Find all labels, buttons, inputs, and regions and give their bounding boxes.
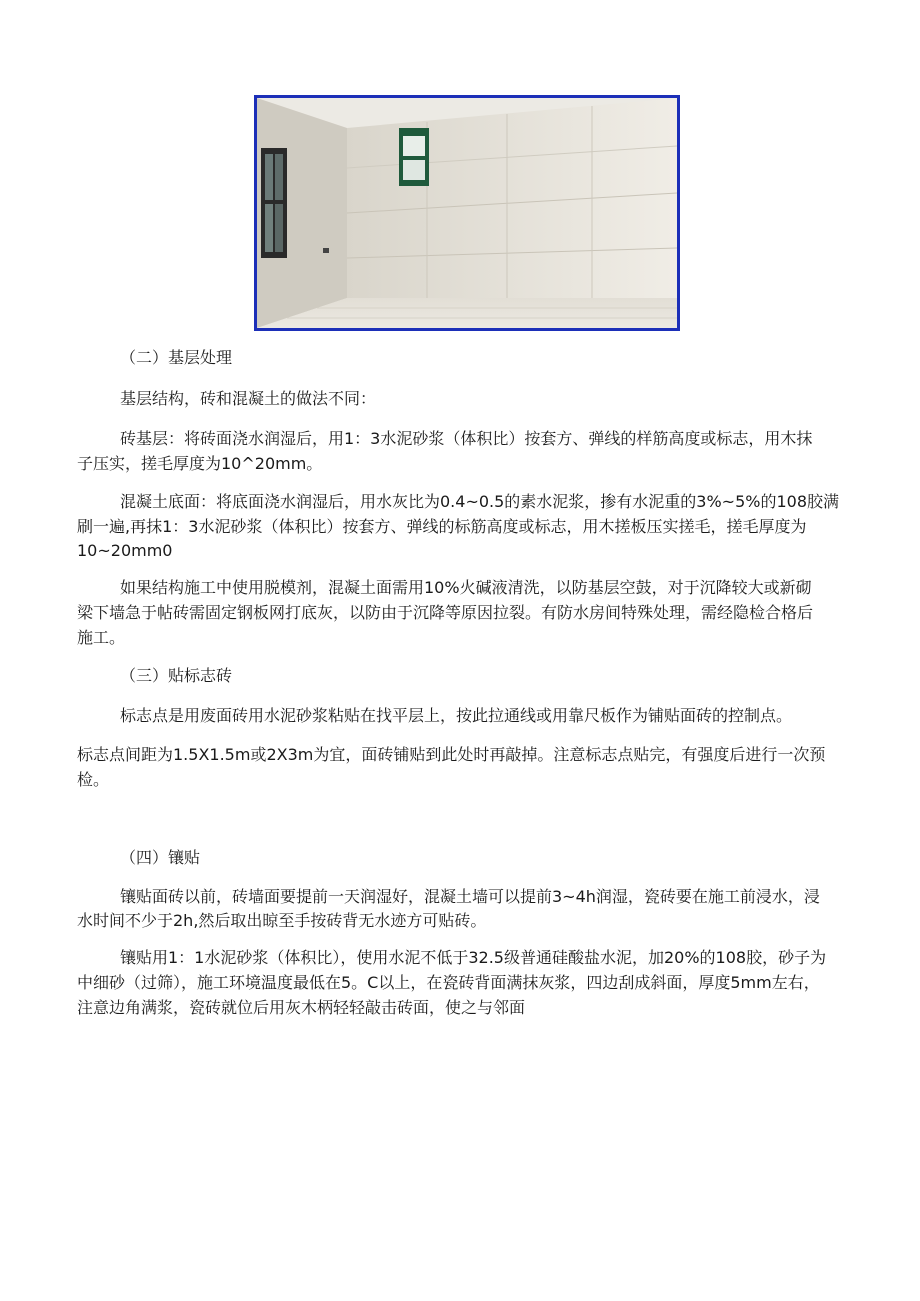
section-3-paragraph-2-line-1: 标志点间距为1.5X1.5m或2X3m为宜，面砖铺贴到此处时再敲掉。注意标志点贴完，有强度后进行一次预 xyxy=(77,745,826,764)
section-2-paragraph-2-line-2: 子压实，搓毛厚度为10^20mm。 xyxy=(77,454,323,473)
section-3-heading: （三）贴标志砖 xyxy=(120,666,233,685)
section-4-paragraph-2-line-1: 镶贴用1：1水泥砂浆（体积比），使用水泥不低于32.5级普通硅酸盐水泥，加20%的108胶，砂子为 xyxy=(120,948,827,967)
section-2-paragraph-4-line-2: 梁下墙急于帖砖需固定钢板网打底灰，以防由于沉降等原因拉裂。有防水房间特殊处理，需经隐检合格后 xyxy=(77,603,814,622)
section-4-paragraph-1-line-2: 水时间不少于2h,然后取出晾至手按砖背无水迹方可贴砖。 xyxy=(77,911,487,930)
section-2-paragraph-4-line-3: 施工。 xyxy=(77,628,126,647)
section-4-heading: （四）镶贴 xyxy=(120,848,201,867)
tiled-wall-photo-icon xyxy=(257,98,677,328)
section-3-paragraph-1: 标志点是用废面砖用水泥砂浆粘贴在找平层上，按此拉通线或用靠尺板作为铺贴面砖的控制点。 xyxy=(120,706,793,725)
section-4-paragraph-1-line-1: 镶贴面砖以前，砖墙面要提前一天润湿好，混凝土墙可以提前3~4h润湿，瓷砖要在施工前浸水，浸 xyxy=(120,887,820,906)
section-2-paragraph-2-line-1: 砖基层：将砖面浇水润湿后，用1：3水泥砂浆（体积比）按套方、弹线的样筋高度或标志，用木抹 xyxy=(120,429,813,448)
section-2-heading: （二）基层处理 xyxy=(120,348,233,367)
tiled-wall-photo xyxy=(254,95,680,331)
section-2-paragraph-3-line-2: 刷一遍,再抹1：3水泥砂浆（体积比）按套方、弹线的标筋高度或标志，用木搓板压实搓毛，搓毛厚度为 xyxy=(77,517,807,536)
section-2-paragraph-3-line-1: 混凝土底面：将底面浇水润湿后，用水灰比为0.4~0.5的素水泥浆，掺有水泥重的3%~5%的108胶满 xyxy=(120,492,840,511)
section-2-paragraph-1: 基层结构，砖和混凝土的做法不同： xyxy=(120,389,377,408)
section-4-paragraph-2-line-2: 中细砂（过筛），施工环境温度最低在5。C以上，在瓷砖背面满抹灰浆，四边刮成斜面，厚度5mm左右， xyxy=(77,973,820,992)
section-2-paragraph-4-line-1: 如果结构施工中使用脱模剂，混凝土面需用10%火碱液清洗，以防基层空鼓，对于沉降较大或新砌 xyxy=(120,578,812,597)
section-4-paragraph-2-line-3: 注意边角满浆，瓷砖就位后用灰木柄轻轻敲击砖面，使之与邻面 xyxy=(77,998,526,1017)
section-2-paragraph-3-line-3: 10~20mm0 xyxy=(77,541,173,560)
section-3-paragraph-2-line-2: 检。 xyxy=(77,770,110,789)
